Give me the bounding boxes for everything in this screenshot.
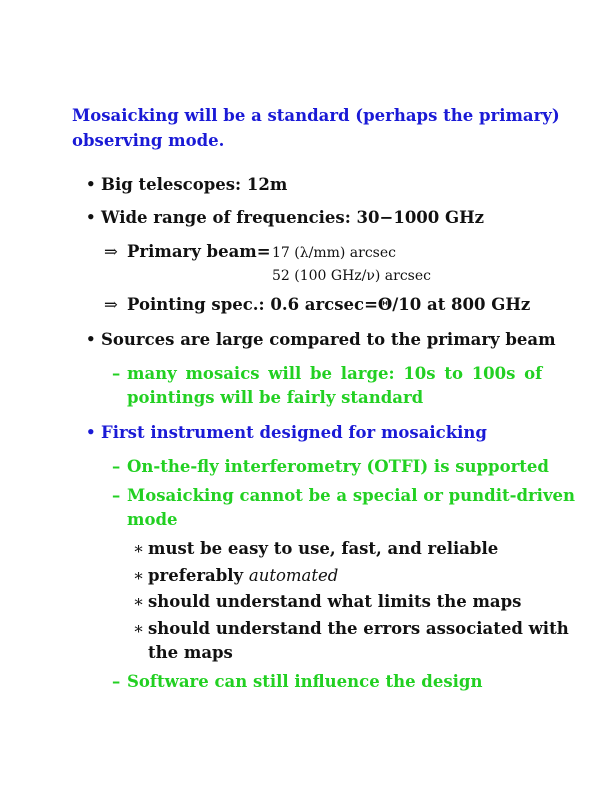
- bullet-icon: •: [86, 330, 96, 348]
- preferably-automated: [148, 566, 338, 586]
- understand-errors-line-2: the maps: [148, 643, 233, 662]
- software-influence: Software can still influence the design: [127, 672, 483, 691]
- asterisk-icon: ∗: [133, 566, 145, 585]
- bullet-first-instrument: First instrument designed for mosaicking: [101, 423, 487, 442]
- primary-beam-label: Primary beam=: [127, 242, 271, 261]
- not-special-mode-line-1: Mosaicking cannot be a special or pundit-driven: [127, 486, 576, 505]
- understand-errors-line-1: should understand the errors associated with: [148, 619, 569, 638]
- not-special-mode-line-2: mode: [127, 510, 178, 529]
- automated-label: automated: [248, 566, 339, 585]
- bullet-big-telescopes: Big telescopes: 12m: [101, 175, 288, 194]
- bullet-sources-large: Sources are large compared to the primary beam: [101, 330, 556, 349]
- arrow-icon: ⇒: [104, 295, 118, 314]
- asterisk-icon: ∗: [133, 619, 145, 638]
- heading-line-1: Mosaicking will be a standard (perhaps the primary): [72, 106, 560, 125]
- mosaics-large-line-2: pointings will be fairly standard: [127, 388, 424, 407]
- primary-beam-formula-2: 52 (100 GHz/ν) arcsec: [272, 268, 431, 284]
- preferably-label: preferably: [148, 566, 244, 585]
- asterisk-icon: ∗: [133, 539, 145, 558]
- heading-line-2: observing mode.: [72, 131, 225, 150]
- bullet-icon: •: [86, 208, 96, 226]
- bullet-icon: •: [86, 175, 96, 193]
- mosaics-large-line-1: many mosaics will be large: 10s to 100s of: [127, 364, 543, 383]
- primary-beam-formula-1: 17 (λ/mm) arcsec: [272, 245, 396, 261]
- easy-to-use: must be easy to use, fast, and reliable: [148, 539, 499, 558]
- pointing-spec: Pointing spec.: 0.6 arcsec=Θ/10 at 800 GHz: [127, 295, 531, 314]
- dash-icon: –: [112, 457, 121, 476]
- otfi-supported: On-the-fly interferometry (OTFI) is supported: [127, 457, 549, 476]
- bullet-icon: •: [86, 423, 96, 441]
- dash-icon: –: [112, 364, 121, 383]
- bullet-frequency-range: Wide range of frequencies: 30−1000 GHz: [101, 208, 485, 227]
- understand-limits: should understand what limits the maps: [148, 592, 522, 611]
- dash-icon: –: [112, 672, 121, 691]
- asterisk-icon: ∗: [133, 592, 145, 611]
- arrow-icon: ⇒: [104, 242, 118, 261]
- dash-icon: –: [112, 486, 121, 505]
